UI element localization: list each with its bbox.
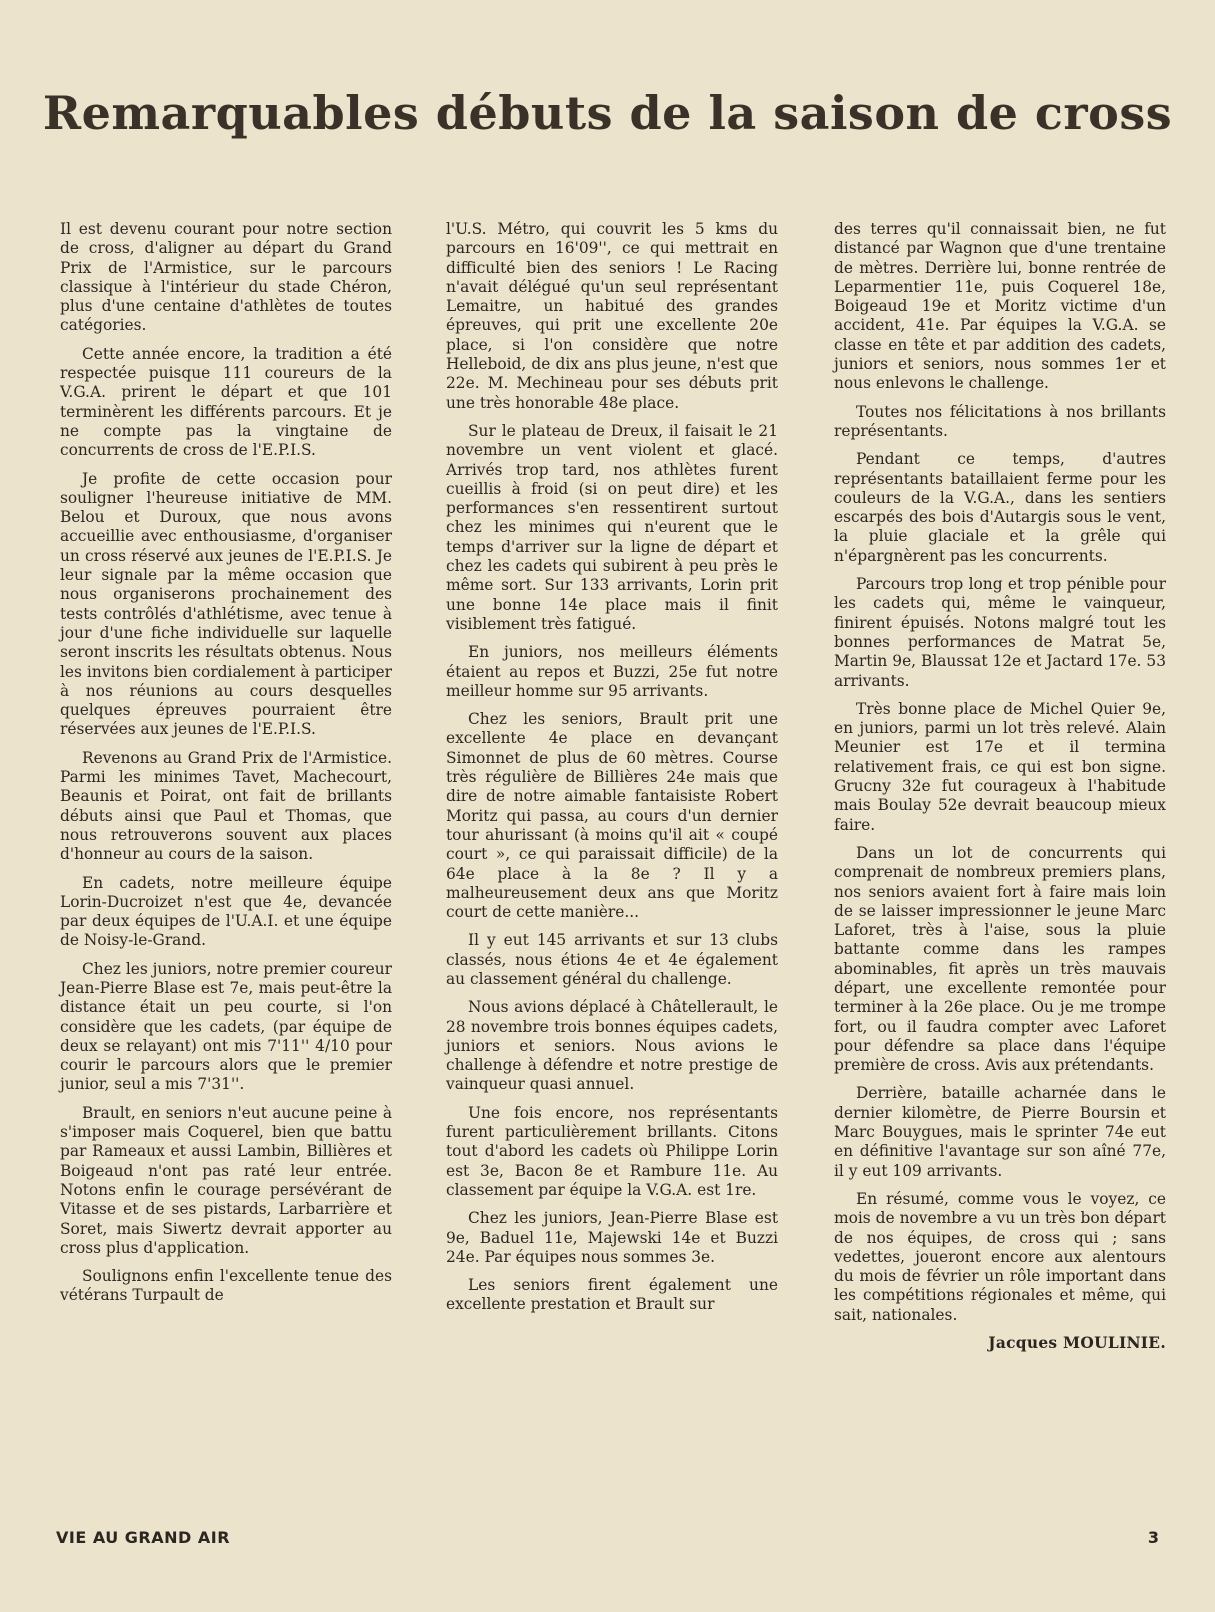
article-paragraph: Chez les juniors, notre premier coureur Jean-Pierre Blase est 7e, mais peut-être la distance était un peu courte, si l'on considère que les cadets, (par équipe de deux se relayant) ont mis 7'11'' 4/10 pour courir le parcours alors que le premier junior, seul a mis 7'31''. [60,959,392,1094]
article-paragraph: Une fois encore, nos représentants furent particulièrement brillants. Citons tout d'abord les cadets où Philippe Lorin est 3e, Bacon 8e et Rambure 11e. Au classement par équipe la V.G.A. est 1re. [446,1103,778,1199]
article-paragraph: Sur le plateau de Dreux, il faisait le 21 novembre un vent violent et glacé. Arrivés trop tard, nos athlètes furent cueillis à froid (si on peut dire) et les performances s'en ressentirent surtout chez les minimes qui n'eurent que le temps d'arriver sur la ligne de départ et chez les cadets qui subirent à peu près le même sort. Sur 133 arrivants, Lorin prit une bonne 14e place mais il finit visiblement très fatigué. [446,421,778,633]
article-paragraph: Les seniors firent également une excellente prestation et Brault sur [446,1276,778,1314]
article-paragraph: Chez les juniors, Jean-Pierre Blase est 9e, Baduel 11e, Majewski 14e et Buzzi 24e. Par équipes nous sommes 3e. [446,1209,778,1266]
article-paragraph: En résumé, comme vous le voyez, ce mois de novembre a vu un très bon départ de nos équipes, de cross qui ; sans vedettes, joueront encore aux alentours du mois de février un rôle important dans les compétitions régionales et même, qui sait, nationales. [834,1189,1166,1324]
article-paragraph: Brault, en seniors n'eut aucune peine à s'imposer mais Coquerel, bien que battu par Rameaux et aussi Lambin, Billières et Boigeaud n'ont pas raté leur entrée. Notons enfin le courage persévérant de Vitasse et de ses pistards, Larbarrière et Soret, mais Siwertz devrait apporter au cross plus d'application. [60,1103,392,1257]
article-paragraph: Chez les seniors, Brault prit une excellente 4e place en devançant Simonnet de plus de 60 mètres. Course très régulière de Billières 24e mais que dire de notre aimable fantaisiste Robert Moritz qui passa, au cours d'un dernier tour ahurissant (à moins qu'il ait « coupé court », ce qui paraissait difficile) de la 64e place à la 8e ? Il y a malheureusement deux ans que Moritz court de cette manière... [446,710,778,922]
article-paragraph: Revenons au Grand Prix de l'Armistice. Parmi les minimes Tavet, Machecourt, Beaunis et Poirat, ont fait de brillants débuts ainsi que Paul et Thomas, que nous retrouverons souvent aux places d'honneur au cours de la saison. [60,748,392,864]
article-paragraph: En cadets, notre meilleure équipe Lorin-Ducroizet n'est que 4e, devancée par deux équipes de l'U.A.I. et une équipe de Noisy-le-Grand. [60,873,392,950]
article-paragraph: Nous avions déplacé à Châtellerault, le 28 novembre trois bonnes équipes cadets, juniors et seniors. Nous avions le challenge à défendre et notre prestige de vainqueur quasi annuel. [446,998,778,1094]
article-paragraph: Dans un lot de concurrents qui comprenait de nombreux premiers plans, nos seniors avaient fort à faire mais loin de se laisser impressionner le jeune Marc Laforet, très à l'aise, sous la pluie battante comme dans les rampes abominables, fit après un très mauvais départ, une excellente remontée pour terminer à la 26e place. Ou je me trompe fort, ou il faudra compter avec Laforet pour défendre sa place dans l'équipe première de cross. Avis aux prétendants. [834,843,1166,1075]
article-paragraph: Cette année encore, la tradition a été respectée puisque 111 coureurs de la V.G.A. prirent le départ et que 101 terminèrent les différents parcours. Et je ne compte pas la vingtaine de concurrents de cross de l'E.P.I.S. [60,344,392,460]
article-paragraph: Il y eut 145 arrivants et sur 13 clubs classés, nous étions 4e et 4e également au classement général du challenge. [446,931,778,988]
page-number: 3 [1147,1528,1159,1547]
article-paragraph: Derrière, bataille acharnée dans le dernier kilomètre, de Pierre Boursin et Marc Bouygues, mais le sprinter 74e eut en définitive l'avantage sur son aîné 77e, il y eut 109 arrivants. [834,1084,1166,1180]
article-paragraph: Soulignons enfin l'excellente tenue des vétérans Turpault de [60,1267,392,1305]
article-paragraph: Toutes nos félicitations à nos brillants représentants. [834,402,1166,440]
article-title: Remarquables débuts de la saison de cross [42,86,1173,140]
article-paragraph: Parcours trop long et trop pénible pour les cadets qui, même le vainqueur, finirent épuisés. Notons malgré tout les bonnes performances de Matrat 5e, Martin 9e, Blaussat 12e et Jactard 17e. 53 arrivants. [834,575,1166,690]
article-column-2 [446,220,778,1324]
magazine-name: VIE AU GRAND AIR [56,1528,231,1547]
article-column-3 [834,220,1166,1362]
article-column-1 [60,220,392,1315]
article-paragraph: En juniors, nos meilleurs éléments étaient au repos et Buzzi, 25e fut notre meilleur homme sur 95 arrivants. [446,643,778,700]
article-paragraph: Très bonne place de Michel Quier 9e, en juniors, parmi un lot très relevé. Alain Meunier est 17e et il termina relativement frais, ce qui est bon signe. Grucny 32e fut courageux à l'habitude mais Boulay 52e devrait beaucoup mieux faire. [834,699,1166,834]
article-paragraph: Il est devenu courant pour notre section de cross, d'aligner au départ du Grand Prix de l'Armistice, sur le parcours classique à l'intérieur du stade Chéron, plus d'une centaine d'athlètes de toutes catégories. [60,220,392,335]
article-paragraph: Pendant ce temps, d'autres représentants bataillaient ferme pour les couleurs de la V.G.A., dans les sentiers escarpés des bois d'Autargis sous le vent, la pluie glaciale et la grêle qui n'épargnèrent pas les concurrents. [834,450,1166,565]
author-signature: Jacques MOULINIE. [988,1334,1166,1353]
article-paragraph: Je profite de cette occasion pour souligner l'heureuse initiative de MM. Belou et Duroux, que nous avons accueillie avec enthousiasme, d'organiser un cross réservé aux jeunes de l'E.P.I.S. Je leur signale par la même occasion que nous organiserons prochainement des tests contrôlés d'athlétisme, avec tenue à jour d'une fiche individuelle sur laquelle seront inscrits les résultats obtenus. Nous les invitons bien cordialement à participer à nos réunions au cours desquelles quelques épreuves pourraient être réservées aux jeunes de l'E.P.I.S. [60,469,392,739]
article-paragraph: des terres qu'il connaissait bien, ne fut distancé par Wagnon que d'une trentaine de mètres. Derrière lui, bonne rentrée de Leparmentier 11e, puis Coquerel 18e, Boigeaud 19e et Moritz victime d'un accident, 41e. Par équipes la V.G.A. se classe en tête et par addition des cadets, juniors et seniors, nous sommes 1er et nous enlevons le challenge. [834,220,1166,393]
article-paragraph: l'U.S. Métro, qui couvrit les 5 kms du parcours en 16'09'', ce qui mettrait en difficulté bien des seniors ! Le Racing n'avait délégué qu'un seul représentant Lemaitre, un habitué des grandes épreuves, qui prit une excellente 20e place, si l'on considère que notre Helleboid, de dix ans plus jeune, n'est que 22e. M. Mechineau pour ses débuts prit une très honorable 48e place. [446,220,778,412]
